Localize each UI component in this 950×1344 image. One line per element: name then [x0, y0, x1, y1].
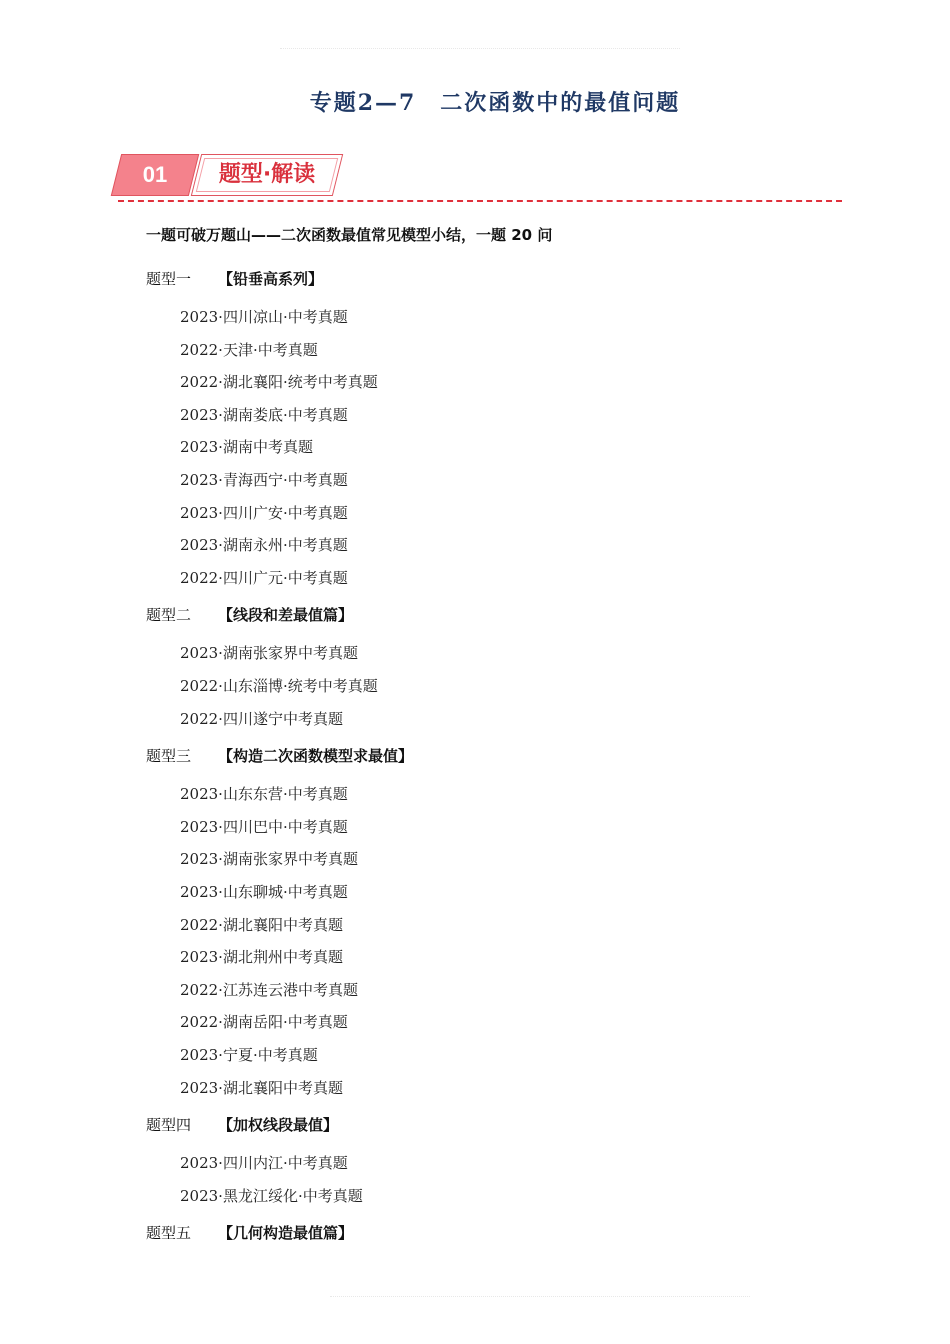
bottom-faint-line — [330, 1296, 750, 1297]
list-item[interactable]: 2023·四川巴中·中考真题 — [180, 817, 348, 836]
list-item[interactable]: 2022·天津·中考真题 — [180, 340, 318, 359]
banner-number: 01 — [142, 162, 168, 187]
list-item[interactable]: 2023·湖南永州·中考真题 — [180, 536, 348, 555]
list-item[interactable]: 2023·四川凉山·中考真题 — [180, 308, 348, 326]
banner-label: 题型·解读 — [218, 162, 316, 187]
list-item[interactable]: 2023·山东东营·中考真题 — [180, 785, 348, 804]
section-heading — [146, 604, 353, 625]
subtitle: 一题可破万题山——二次函数最值常见模型小结，一题 20 问 — [146, 226, 553, 244]
list-item[interactable]: 2022·四川遂宁中考真题 — [180, 709, 343, 728]
banner-number-badge — [111, 154, 199, 196]
section-label: 题型二 — [146, 606, 192, 625]
list-item[interactable]: 2023·湖北襄阳中考真题 — [180, 1078, 343, 1097]
list-item[interactable]: 2023·湖北荆州中考真题 — [180, 948, 343, 967]
banner-divider — [118, 200, 842, 202]
section-banner — [116, 152, 846, 208]
list-item[interactable]: 2022·湖北襄阳·统考中考真题 — [180, 373, 378, 392]
list-item[interactable]: 2023·青海西宁·中考真题 — [180, 471, 348, 489]
banner-title-badge — [191, 154, 343, 196]
list-item[interactable]: 2023·黑龙江绥化·中考真题 — [180, 1186, 363, 1205]
list-item[interactable]: 2023·四川内江·中考真题 — [180, 1154, 348, 1173]
list-item[interactable]: 2022·四川广元·中考真题 — [180, 568, 348, 587]
list-item[interactable]: 2023·宁夏·中考真题 — [180, 1046, 318, 1064]
section-label: 题型五 — [146, 1224, 192, 1243]
section-heading — [146, 268, 323, 289]
list-item[interactable]: 2023·湖南张家界中考真题 — [180, 850, 358, 869]
section-name: 【几何构造最值篇】 — [218, 1224, 354, 1243]
section-label: 题型一 — [146, 270, 192, 288]
section-name: 【铅垂高系列】 — [218, 270, 324, 288]
list-item[interactable]: 2023·四川广安·中考真题 — [180, 503, 348, 522]
top-faint-line — [280, 48, 680, 49]
list-item[interactable]: 2023·山东聊城·中考真题 — [180, 883, 348, 901]
list-item[interactable]: 2022·江苏连云港中考真题 — [180, 980, 358, 999]
section-heading — [146, 1222, 353, 1243]
section-label: 题型四 — [146, 1116, 192, 1135]
list-item[interactable]: 2022·湖北襄阳中考真题 — [180, 915, 343, 934]
section-label: 题型三 — [146, 747, 192, 766]
page-title: 专题2—7 二次函数中的最值问题 — [309, 90, 681, 116]
section-name: 【加权线段最值】 — [218, 1116, 339, 1135]
section-heading — [146, 1114, 338, 1135]
section-heading — [146, 745, 413, 766]
list-item[interactable]: 2022·山东淄博·统考中考真题 — [180, 677, 378, 695]
section-name: 【线段和差最值篇】 — [218, 606, 354, 625]
list-item[interactable]: 2023·湖南中考真题 — [180, 438, 313, 457]
section-name: 【构造二次函数模型求最值】 — [218, 747, 414, 766]
list-item[interactable]: 2023·湖南娄底·中考真题 — [180, 405, 348, 424]
list-item[interactable]: 2022·湖南岳阳·中考真题 — [180, 1013, 348, 1032]
list-item[interactable]: 2023·湖南张家界中考真题 — [180, 644, 358, 663]
